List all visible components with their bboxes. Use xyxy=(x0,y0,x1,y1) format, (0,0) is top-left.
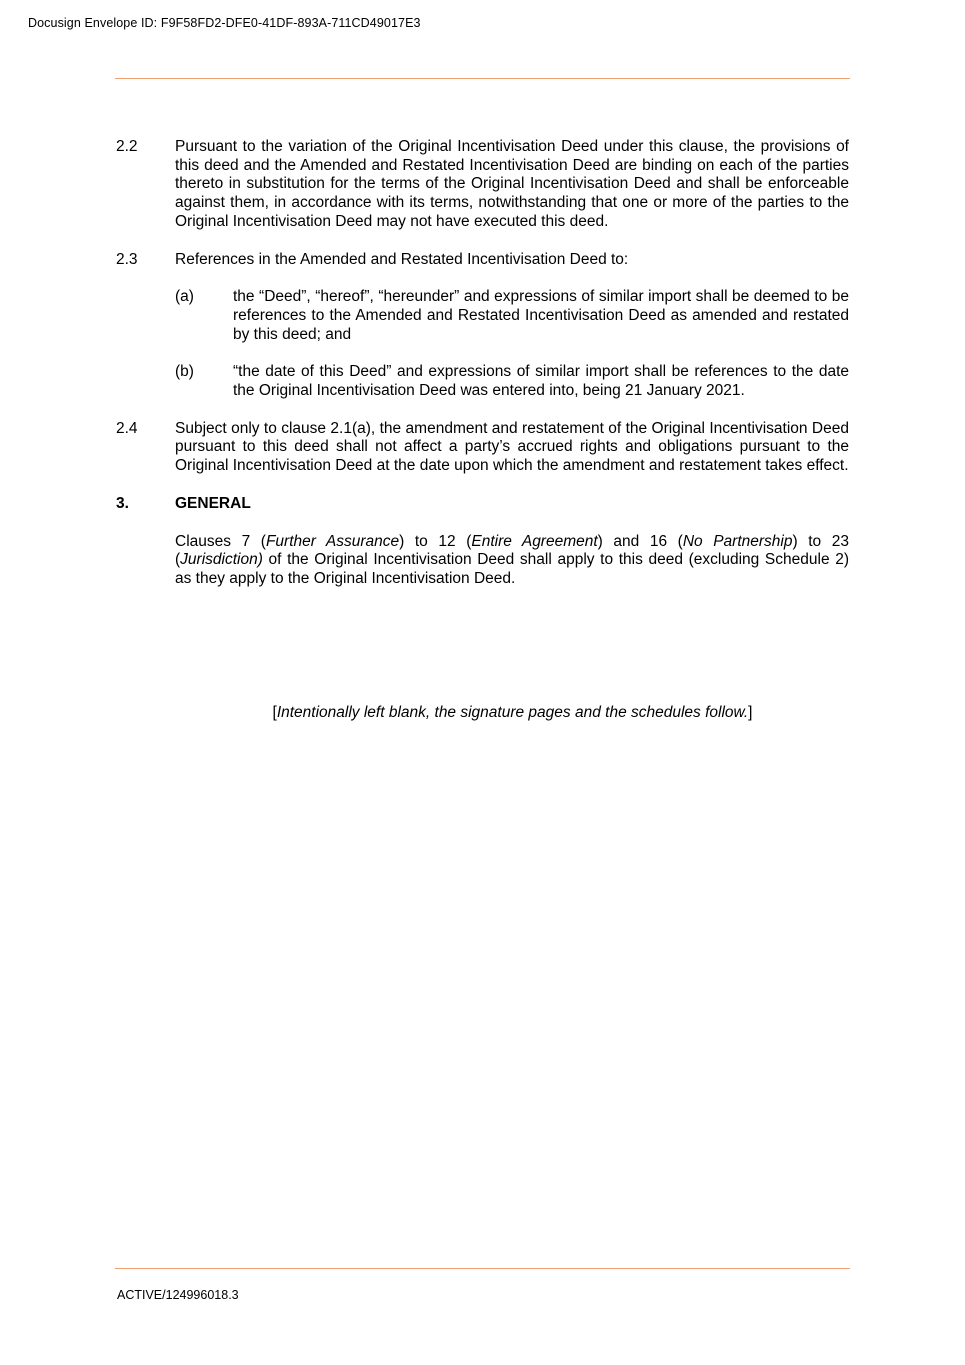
header-divider xyxy=(115,78,850,79)
clause-number: 2.2 xyxy=(116,138,138,155)
bracket-close: ] xyxy=(748,704,753,721)
clause-number: 2.3 xyxy=(116,250,138,268)
document-body xyxy=(116,138,849,589)
sub-clause-a xyxy=(175,288,849,344)
sub-clause-letter: (a) xyxy=(175,288,194,306)
sub-clause-text: “the date of this Deed” and expressions of similar import shall be references to the date the Original Incentivisation Deed was entered into, being 21 January 2021. xyxy=(233,363,849,400)
term-no-partnership: No Partnership xyxy=(682,532,793,550)
text-run: ) to 23 ( xyxy=(175,532,849,569)
term-jurisdiction: Jurisdiction) xyxy=(180,551,263,569)
bracket-open: [ xyxy=(272,704,277,721)
envelope-id: Docusign Envelope ID: F9F58FD2-DFE0-41DF-893A-711CD49017E3 xyxy=(28,16,421,30)
clause-2-3 xyxy=(116,251,849,270)
sub-clause-b xyxy=(175,363,849,400)
clause-3-text xyxy=(175,533,849,589)
blank-note-text: Intentionally left blank, the signature pages and the schedules follow. xyxy=(276,704,749,721)
text-run: ) and 16 ( xyxy=(597,532,683,550)
term-further-assurance: Further Assurance xyxy=(265,532,400,550)
text-run: of the Original Incentivisation Deed shall apply to this deed (excluding Schedule 2) as they apply to the Original Incentivisation Deed. xyxy=(175,551,849,587)
document-reference: ACTIVE/124996018.3 xyxy=(117,1288,239,1302)
clause-text: Pursuant to the variation of the Original Incentivisation Deed under this clause, the provisions of this deed and the Amended and Restated Incentivisation Deed are binding on each of the parties thereto in substitution for the terms of the Original Incentivisation Deed and shall be enforceable against them, in accordance with its terms, notwithstanding that one or more of the parties to the Original Incentivisation Deed may not have executed this deed. xyxy=(175,138,849,230)
footer-divider xyxy=(115,1268,850,1269)
intentionally-blank-note xyxy=(0,704,965,722)
section-heading: GENERAL xyxy=(175,494,251,512)
text-run: ) to 12 ( xyxy=(399,532,472,550)
clause-2-4 xyxy=(116,420,849,476)
clause-text: Subject only to clause 2.1(a), the amendment and restatement of the Original Incentivisation Deed pursuant to this deed shall not affect a party’s accrued rights and obligations pursuant to the Original Incentivisation Deed at the date upon which the amendment and restatement takes effect. xyxy=(175,419,849,475)
clause-2-2 xyxy=(116,138,849,232)
sub-clause-text: the “Deed”, “hereof”, “hereunder” and expressions of similar import shall be deemed to be references to the Amended and Restated Incentivisation Deed as amended and restated by this deed; and xyxy=(233,288,849,343)
clause-text: References in the Amended and Restated Incentivisation Deed to: xyxy=(175,250,629,268)
clause-3-heading xyxy=(116,495,849,514)
term-entire-agreement: Entire Agreement xyxy=(471,532,598,550)
clause-number: 2.4 xyxy=(116,419,138,437)
clause-2-3-items xyxy=(175,288,849,401)
text-run: Clauses 7 ( xyxy=(175,532,266,550)
sub-clause-letter: (b) xyxy=(175,363,194,381)
clause-number: 3. xyxy=(116,494,129,512)
